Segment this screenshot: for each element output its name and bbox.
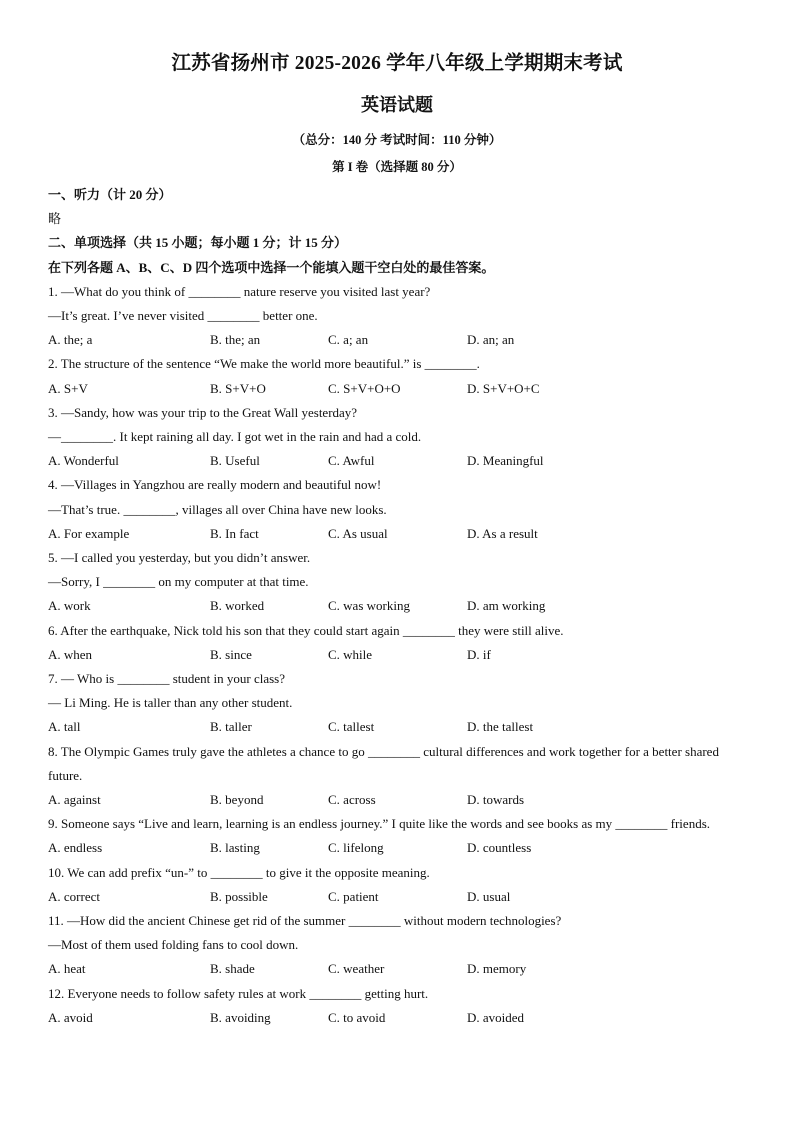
section-content-listening: 略	[48, 211, 62, 227]
question-stem: 9. Someone says “Live and learn, learning is an endless journey.” I quite like the words and see books as my ________ friends.	[48, 816, 710, 832]
answer-options	[48, 522, 748, 546]
answer-option-d[interactable]: D. if	[467, 646, 491, 662]
answer-option-c[interactable]: C. across	[328, 791, 376, 807]
answer-options	[48, 957, 748, 981]
answer-option-b[interactable]: B. possible	[210, 888, 268, 904]
question-stem: 11. —How did the ancient Chinese get rid of the summer ________ without modern technologies?	[48, 912, 562, 928]
question-item	[48, 667, 748, 740]
answer-option-c[interactable]: C. patient	[328, 888, 379, 904]
answer-option-d[interactable]: D. S+V+O+C	[467, 380, 540, 396]
answer-options	[48, 449, 748, 473]
page-title: 江苏省扬州市 2025-2026 学年八年级上学期期末考试	[171, 53, 623, 74]
answer-option-d[interactable]: D. countless	[467, 840, 532, 856]
answer-option-d[interactable]: D. the tallest	[467, 719, 534, 735]
question-item	[48, 546, 748, 619]
answer-option-a[interactable]: A. when	[48, 646, 93, 662]
answer-option-a[interactable]: A. Wonderful	[48, 453, 119, 469]
answer-option-a[interactable]: A. S+V	[48, 380, 88, 396]
section-instruction: 在下列各题 A、B、C、D 四个选项中选择一个能填入题干空白处的最佳答案。	[48, 259, 495, 275]
answer-option-b[interactable]: B. Useful	[210, 453, 260, 469]
answer-option-c[interactable]: C. Awful	[328, 453, 375, 469]
answer-options	[48, 1006, 748, 1030]
question-dialogue-line: — Li Ming. He is taller than any other student.	[48, 695, 293, 711]
answer-options	[48, 836, 748, 860]
answer-option-b[interactable]: B. S+V+O	[210, 380, 266, 396]
exam-meta: （总分：140 分 考试时间：110 分钟）	[292, 133, 502, 147]
answer-option-a[interactable]: A. the; a	[48, 332, 93, 348]
answer-options	[48, 643, 748, 667]
question-stem: 4. —Villages in Yangzhou are really modern and beautiful now!	[48, 477, 382, 493]
answer-option-b[interactable]: B. worked	[210, 598, 265, 614]
question-item	[48, 473, 748, 546]
answer-option-a[interactable]: A. endless	[48, 840, 103, 856]
question-item	[48, 401, 748, 474]
answer-option-d[interactable]: D. memory	[467, 961, 527, 977]
answer-options	[48, 377, 748, 401]
answer-option-b[interactable]: B. avoiding	[210, 1009, 271, 1025]
section-heading-listening: 一、听力（计 20 分）	[48, 187, 172, 202]
question-list	[48, 280, 748, 1030]
part-heading: 第 I 卷（选择题 80 分）	[332, 160, 462, 174]
answer-options	[48, 328, 748, 352]
answer-option-b[interactable]: B. since	[210, 646, 252, 662]
question-dialogue-line: —________. It kept raining all day. I got wet in the rain and had a cold.	[48, 429, 422, 444]
answer-option-c[interactable]: C. S+V+O+O	[328, 380, 401, 396]
question-stem: 12. Everyone needs to follow safety rules at work ________ getting hurt.	[48, 985, 429, 1001]
answer-option-a[interactable]: A. correct	[48, 888, 100, 904]
question-stem: 6. After the earthquake, Nick told his son that they could start again ________ they were still alive.	[48, 622, 564, 638]
answer-options	[48, 788, 748, 812]
exam-body	[48, 183, 748, 1030]
answer-option-d[interactable]: D. towards	[467, 791, 525, 807]
answer-option-b[interactable]: B. shade	[210, 961, 255, 977]
question-item	[48, 909, 748, 982]
answer-option-c[interactable]: C. while	[328, 646, 373, 662]
answer-option-b[interactable]: B. taller	[210, 719, 252, 735]
answer-options	[48, 715, 748, 739]
question-stem: 3. —Sandy, how was your trip to the Great Wall yesterday?	[48, 404, 358, 420]
page-subtitle: 英语试题	[361, 95, 433, 115]
question-stem: 8. The Olympic Games truly gave the athletes a chance to go ________ cultural differences and work together for a better shared future.	[48, 743, 719, 783]
question-item	[48, 982, 748, 1030]
answer-option-c[interactable]: C. was working	[328, 598, 410, 614]
question-dialogue-line: —Most of them used folding fans to cool down.	[48, 937, 299, 953]
answer-option-b[interactable]: B. beyond	[210, 791, 264, 807]
answer-option-c[interactable]: C. to avoid	[328, 1009, 386, 1025]
answer-option-a[interactable]: A. tall	[48, 719, 81, 735]
answer-option-d[interactable]: D. usual	[467, 888, 511, 904]
answer-option-b[interactable]: B. In fact	[210, 525, 259, 541]
answer-option-d[interactable]: D. Meaningful	[467, 453, 544, 469]
answer-option-a[interactable]: A. against	[48, 791, 101, 807]
answer-option-c[interactable]: C. As usual	[328, 525, 388, 541]
question-item	[48, 619, 748, 667]
question-dialogue-line: —Sorry, I ________ on my computer at that time.	[48, 574, 309, 590]
answer-option-d[interactable]: D. am working	[467, 598, 546, 614]
question-dialogue-line: —That’s true. ________, villages all over China have new looks.	[48, 501, 387, 517]
answer-option-d[interactable]: D. avoided	[467, 1009, 525, 1025]
question-stem: 10. We can add prefix “un-” to ________ to give it the opposite meaning.	[48, 864, 430, 880]
answer-option-a[interactable]: A. For example	[48, 525, 130, 541]
answer-options	[48, 594, 748, 618]
answer-option-a[interactable]: A. heat	[48, 961, 86, 977]
answer-option-c[interactable]: C. lifelong	[328, 840, 384, 856]
answer-option-b[interactable]: B. the; an	[210, 332, 261, 348]
answer-option-c[interactable]: C. a; an	[328, 332, 369, 348]
question-dialogue-line: —It’s great. I’ve never visited ________ better one.	[48, 308, 318, 324]
answer-option-a[interactable]: A. avoid	[48, 1009, 93, 1025]
question-item	[48, 812, 748, 860]
question-item	[48, 740, 748, 813]
question-stem: 7. — Who is ________ student in your class?	[48, 670, 285, 686]
question-stem: 2. The structure of the sentence “We make the world more beautiful.” is ________.	[48, 356, 480, 372]
section-heading-choice: 二、单项选择（共 15 小题；每小题 1 分；计 15 分）	[48, 235, 348, 251]
answer-option-b[interactable]: B. lasting	[210, 840, 260, 856]
answer-option-a[interactable]: A. work	[48, 598, 91, 614]
question-item	[48, 861, 748, 909]
question-stem: 1. —What do you think of ________ nature reserve you visited last year?	[48, 283, 431, 299]
answer-option-c[interactable]: C. tallest	[328, 719, 375, 735]
question-item	[48, 280, 748, 353]
answer-option-c[interactable]: C. weather	[328, 961, 385, 977]
answer-options	[48, 885, 748, 909]
question-stem: 5. —I called you yesterday, but you didn’t answer.	[48, 549, 311, 565]
question-item	[48, 352, 748, 400]
answer-option-d[interactable]: D. As a result	[467, 525, 538, 541]
answer-option-d[interactable]: D. an; an	[467, 332, 515, 348]
